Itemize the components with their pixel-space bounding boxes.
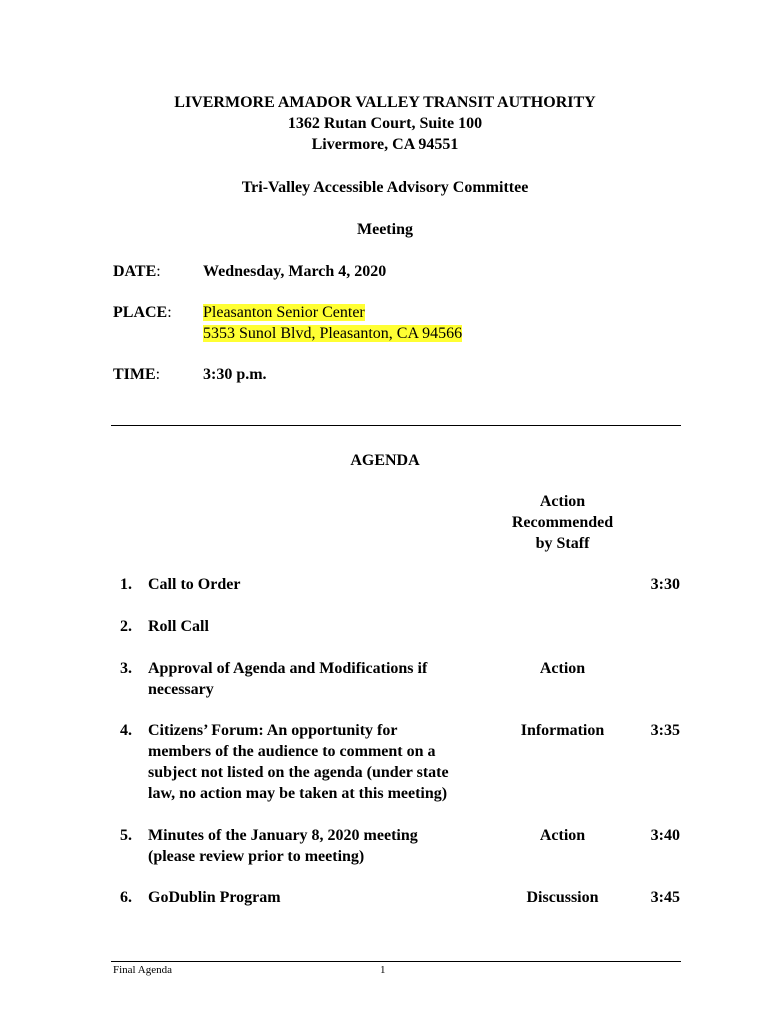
place-value xyxy=(203,302,462,344)
org-address-city: Livermore, CA 94551 xyxy=(311,136,459,153)
item-number: 3. xyxy=(120,660,132,677)
item-line: (please review prior to meeting) xyxy=(148,848,365,865)
action-column-header xyxy=(490,491,635,554)
organization-header xyxy=(0,92,770,155)
item-title xyxy=(148,658,488,700)
item-time: 3:45 xyxy=(650,889,680,906)
time-label: TIME xyxy=(113,366,156,383)
item-line: members of the audience to comment on a xyxy=(148,743,436,760)
item-number: 6. xyxy=(120,889,132,906)
item-line: Call to Order xyxy=(148,576,241,593)
item-line: Minutes of the January 8, 2020 meeting xyxy=(148,827,418,844)
date-value: Wednesday, March 4, 2020 xyxy=(203,263,387,280)
org-name: LIVERMORE AMADOR VALLEY TRANSIT AUTHORITY xyxy=(174,94,596,111)
org-address-street: 1362 Rutan Court, Suite 100 xyxy=(287,115,483,132)
committee-name: Tri-Valley Accessible Advisory Committee xyxy=(241,179,529,196)
action-header-line-1: Action xyxy=(539,493,586,510)
item-line: GoDublin Program xyxy=(148,889,281,906)
item-number: 1. xyxy=(120,576,132,593)
item-time: 3:35 xyxy=(650,722,680,739)
place-line-1: Pleasanton Senior Center xyxy=(203,304,365,321)
place-label: PLACE xyxy=(113,304,168,321)
section-divider xyxy=(111,425,681,426)
item-number: 4. xyxy=(120,722,132,739)
item-time: 3:40 xyxy=(650,827,680,844)
agenda-title: AGENDA xyxy=(350,452,420,469)
item-line: Citizens’ Forum: An opportunity for xyxy=(148,722,398,739)
action-header-line-3: by Staff xyxy=(535,535,590,552)
item-line: Roll Call xyxy=(148,618,209,635)
item-action: Discussion xyxy=(526,889,599,906)
time-label-cell xyxy=(113,364,203,385)
item-line: necessary xyxy=(148,681,214,698)
item-line: law, no action may be taken at this meeting) xyxy=(148,785,448,802)
time-value: 3:30 p.m. xyxy=(203,366,267,383)
item-title xyxy=(148,616,488,637)
meeting-label: Meeting xyxy=(357,221,413,238)
item-title xyxy=(148,574,488,595)
footer-label: Final Agenda xyxy=(113,964,172,976)
item-title xyxy=(148,887,488,908)
item-number: 2. xyxy=(120,618,132,635)
item-action: Action xyxy=(539,660,586,677)
item-action: Information xyxy=(520,722,605,739)
date-label: DATE xyxy=(113,263,157,280)
item-title xyxy=(148,825,488,867)
date-label-cell xyxy=(113,261,203,282)
page-number: 1 xyxy=(380,964,386,976)
time-colon: : xyxy=(155,366,161,383)
date-colon: : xyxy=(156,263,161,280)
item-number: 5. xyxy=(120,827,132,844)
item-line: Approval of Agenda and Modifications if xyxy=(148,660,428,677)
item-time: 3:30 xyxy=(650,576,680,593)
item-title xyxy=(148,720,488,804)
place-colon: : xyxy=(167,304,172,321)
place-line-2: 5353 Sunol Blvd, Pleasanton, CA 94566 xyxy=(203,325,463,342)
item-action: Action xyxy=(539,827,586,844)
footer-divider xyxy=(111,961,681,962)
place-label-cell xyxy=(113,302,203,323)
item-line: subject not listed on the agenda (under state xyxy=(148,764,449,781)
action-header-line-2: Recommended xyxy=(511,514,614,531)
